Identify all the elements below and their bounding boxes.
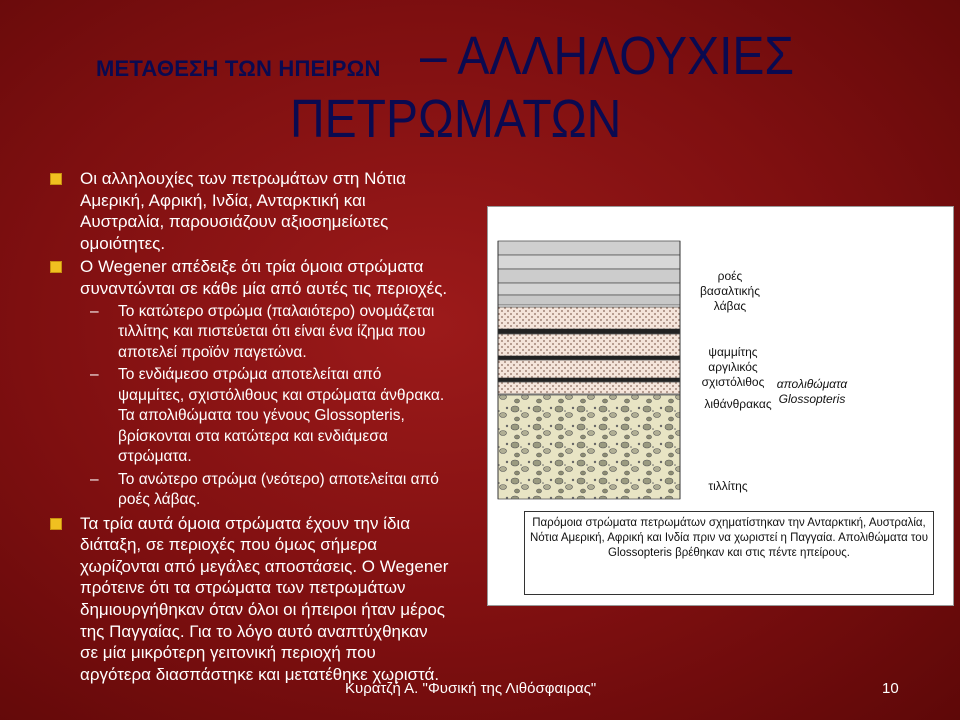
bullet-square-icon [50, 173, 62, 185]
sub-item-1-text: Το κατώτερο στρώμα (παλαιότερο) ονομάζεται τιλλίτης και πιστεύεται ότι είναι ένα ίζημα που αποτελεί προϊόν παγετώνα. [118, 302, 435, 361]
label-sandstone-shale: ψαμμίτης αργιλικός σχιστόλιθος [701, 345, 765, 389]
bullet-1-text: Οι αλληλουχίες των πετρωμάτων στη Νότια Αμερική, Αφρική, Ινδία, Ανταρκτική και Αυστραλία, παρουσιάζουν αξιοσημείωτες ομοιότητες. [80, 169, 406, 253]
bullet-1 [50, 168, 450, 254]
bullet-2-text: Ο Wegener απέδειξε ότι τρία όμοια στρώματα συναντώνται σε κάθε μία από αυτές τις περιοχές. [80, 257, 448, 298]
sub-item-2-text: Το ενδιάμεσο στρώμα αποτελείται από ψαμμίτες, σχιστόλιθους και στρώματα άνθρακα. Τα απολιθώματα του γένους Glossopteris, βρίσκονται στα κατώτερα και ενδιάμεσα στρώματα. [118, 366, 445, 466]
body-text [50, 168, 450, 687]
bullet-3-text: Τα τρία αυτά όμοια στρώματα έχουν την ίδια διάταξη, σε περιοχές που όμως σήμερα χωρίζονται από μεγάλες αποστάσεις. Ο Wegener πρότεινε ότι τα στρώματα των πετρωμάτων δημιουργήθηκαν όταν όλοι οι ήπειροι ήταν μέρος της Παγγαίας. Για το λόγο αυτό αναπτύχθηκαν σε μία μικρότερη γειτονική περιοχή που αργότερα διασπάστηκε και μετατέθηκε χωριστά. [80, 513, 449, 684]
bullet-square-icon [50, 518, 62, 530]
title-big-line1: – ΑΛΛΗΛΟΥΧΙΕΣ [420, 27, 795, 87]
sandstone-shale-coal-layer [498, 307, 680, 394]
page-number: 10 [882, 680, 899, 697]
label-basalt-lava: ροές βασαλτικής λάβας [699, 269, 761, 313]
sub-item-1 [90, 302, 450, 364]
title-big [290, 26, 870, 151]
label-glossopteris-fossils: απολιθώματα Glossopteris [776, 377, 848, 406]
bullet-2 [50, 256, 450, 299]
dash-icon: – [90, 366, 99, 384]
title-big-line2: ΠΕΤΡΩΜΑΤΩΝ [290, 89, 622, 150]
bullet-3 [50, 513, 450, 686]
dash-icon: – [90, 302, 99, 320]
label-tillite: τιλλίτης [708, 479, 748, 493]
lava-layer [498, 241, 680, 305]
sub-item-2 [90, 365, 450, 468]
sub-item-3 [90, 470, 450, 511]
label-coal: λιθάνθρακας [704, 397, 772, 411]
title-small: ΜΕΤΑΘΕΣΗ ΤΩΝ ΗΠΕΙΡΩΝ [96, 56, 381, 81]
footer-author: Κυρατζή Α. "Φυσική της Λιθόσφαιρας" [345, 680, 597, 697]
dash-icon: – [90, 470, 99, 488]
rock-strata-figure [487, 206, 954, 606]
tillite-layer [498, 395, 680, 499]
bullet-square-icon [50, 261, 62, 273]
sub-item-3-text: Το ανώτερο στρώμα (νεότερο) αποτελείται από ροές λάβας. [118, 470, 439, 509]
figure-caption: Παρόμοια στρώματα πετρωμάτων σχηματίστηκαν την Ανταρκτική, Αυστραλία, Νότια Αμερική, Αφρική και Ινδία πριν να χωριστεί η Παγγαία. Απολιθώματα του Glossopteris βρέθηκαν και στις πέντε ηπείρους. [524, 511, 934, 595]
